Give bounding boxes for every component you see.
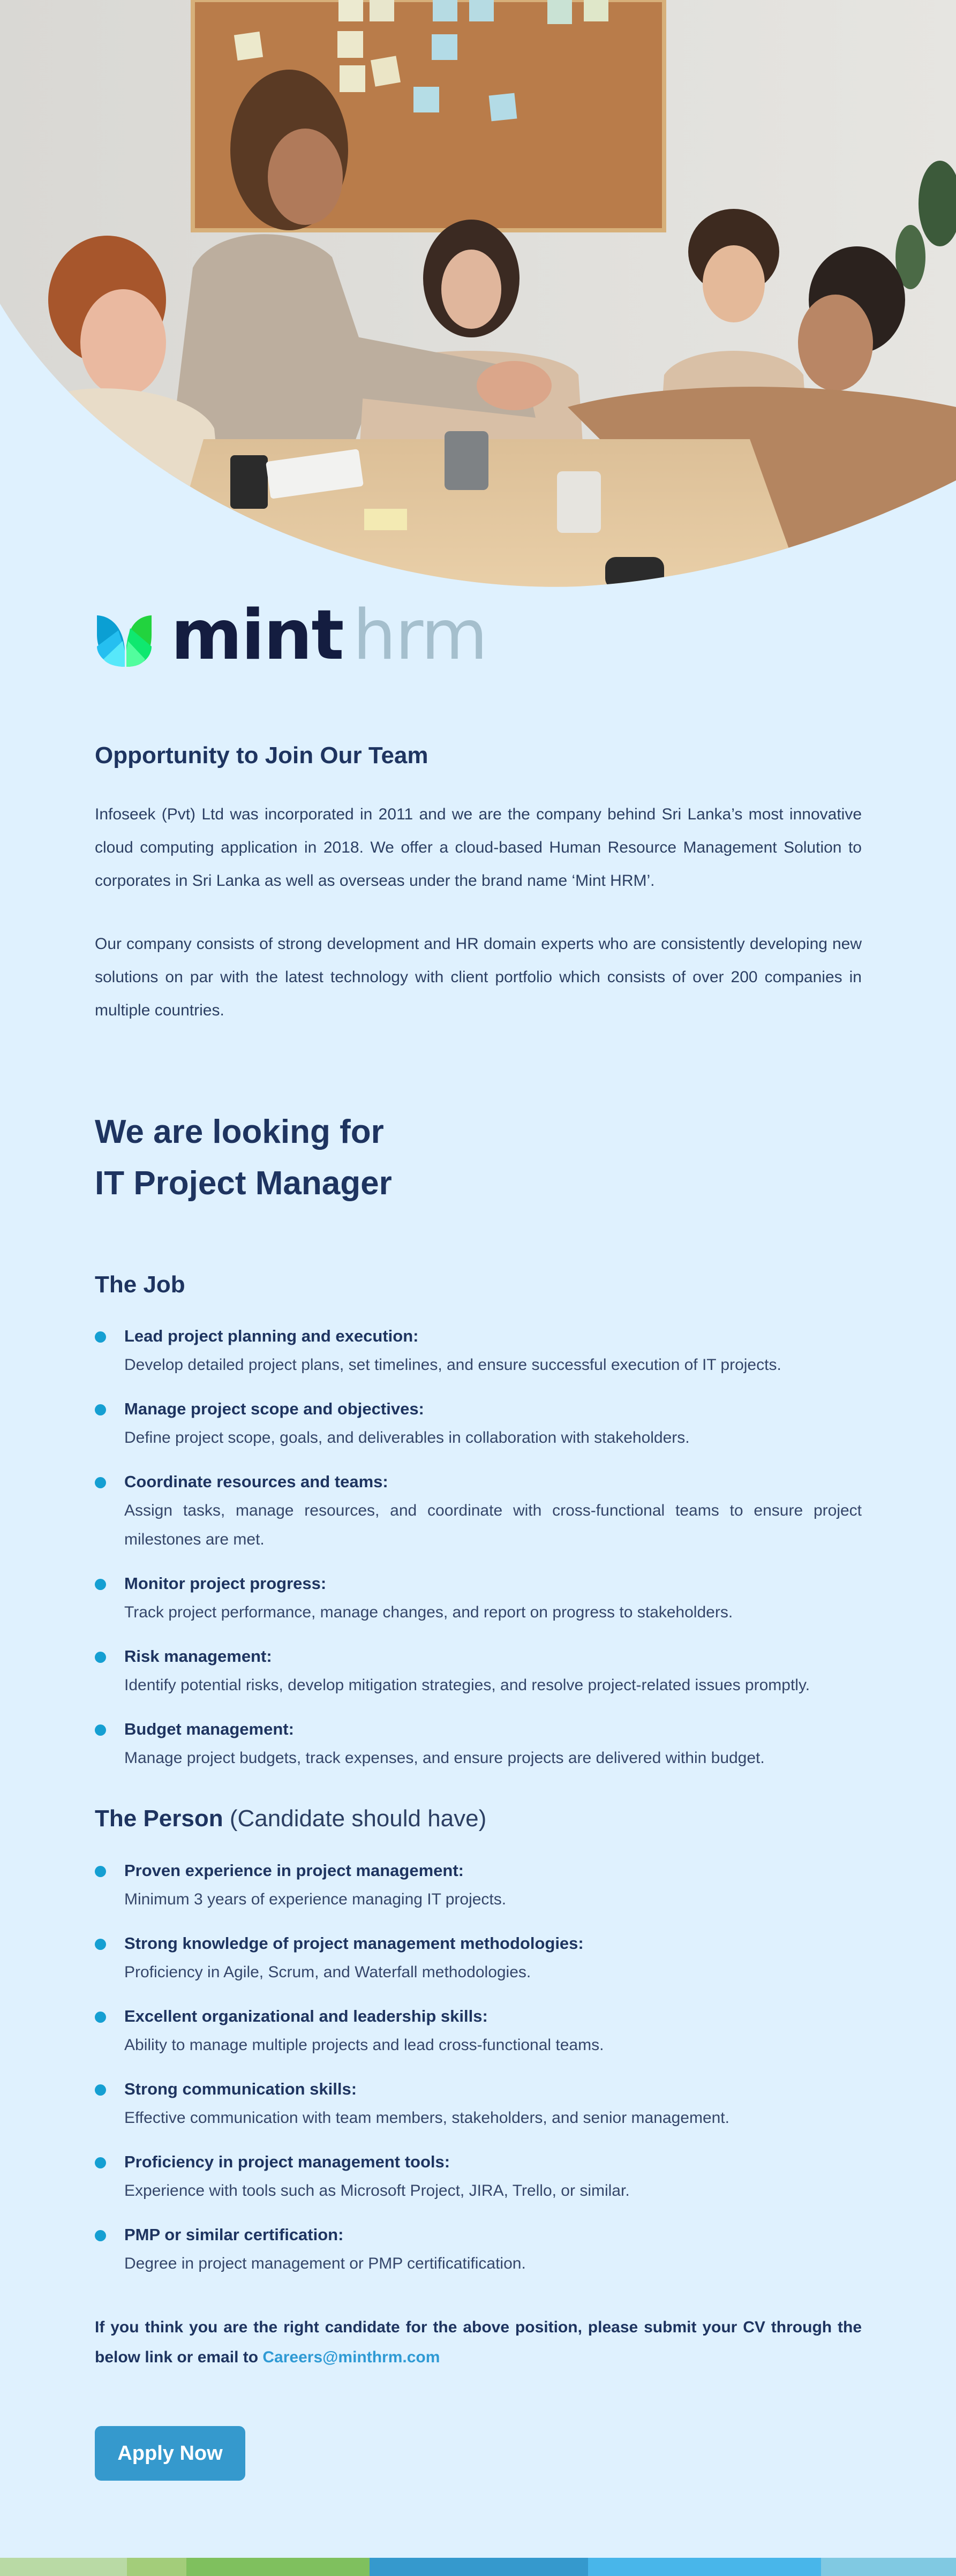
bullet-icon xyxy=(95,1866,106,1877)
list-item xyxy=(95,1856,862,1914)
strip-segment xyxy=(821,2558,956,2576)
bullet-icon xyxy=(95,2230,106,2241)
person-heading-light: (Candidate should have) xyxy=(223,1805,487,1832)
intro-paragraph: Infoseek (Pvt) Ltd was incorporated in 2011 and we are the company behind Sri Lanka’s most innovative cloud computing application in 2018. We offer a cloud-based Human Resource Management Solution to corporates in Sri Lanka as well as overseas under the brand name ‘Mint HRM’. xyxy=(95,805,862,890)
strip-segment xyxy=(370,2558,588,2576)
item-desc: Effective communication with team members, stakeholders, and senior management. xyxy=(124,2109,729,2127)
list-item xyxy=(95,2220,862,2278)
bullet-icon xyxy=(95,1404,106,1415)
item-desc: Experience with tools such as Microsoft Project, JIRA, Trello, or similar. xyxy=(124,2182,630,2200)
bullet-icon xyxy=(95,1652,106,1663)
bullet-icon xyxy=(95,1477,106,1488)
list-item xyxy=(95,1929,862,1987)
strip-segment xyxy=(588,2558,821,2576)
item-title: Excellent organizational and leadership skills: xyxy=(124,2007,488,2025)
footer-color-strip xyxy=(0,2558,956,2576)
bullet-icon xyxy=(95,1579,106,1590)
cta-text xyxy=(95,2313,862,2372)
item-desc: Proficiency in Agile, Scrum, and Waterfall methodologies. xyxy=(124,1963,531,1981)
item-desc: Develop detailed project plans, set timelines, and ensure successful execution of IT projects. xyxy=(124,1356,781,1374)
item-desc: Define project scope, goals, and deliverables in collaboration with stakeholders. xyxy=(124,1429,690,1447)
list-item xyxy=(95,1642,862,1700)
job-section xyxy=(95,1271,862,1299)
list-item xyxy=(95,2002,862,2060)
job-list xyxy=(95,1322,862,1773)
logo-word-mint: mint xyxy=(171,596,343,675)
person-list-wrap xyxy=(95,1856,862,2293)
item-title: Lead project planning and execution: xyxy=(124,1327,419,1345)
item-desc: Identify potential risks, develop mitigation strategies, and resolve project-related issues promptly. xyxy=(124,1676,810,1694)
bullet-icon xyxy=(95,2012,106,2023)
intro-paragraph-2-wrap xyxy=(95,928,862,1027)
logo-wordmark xyxy=(171,596,487,675)
mint-hrm-logo xyxy=(95,596,487,675)
bullet-icon xyxy=(95,1724,106,1736)
leaf-logo-icon xyxy=(95,613,154,667)
item-title: Strong communication skills: xyxy=(124,2080,357,2098)
item-desc: Ability to manage multiple projects and lead cross-functional teams. xyxy=(124,2036,604,2054)
logo-word-hrm: hrm xyxy=(352,596,487,675)
list-item xyxy=(95,1467,862,1554)
item-title: Budget management: xyxy=(124,1720,294,1738)
job-heading: The Job xyxy=(95,1271,185,1298)
intro-paragraph: Our company consists of strong development and HR domain experts who are consistently developing new solutions on par with the latest technology with client portfolio which consists of over 200 companies in multiple countries. xyxy=(95,935,862,1019)
bullet-icon xyxy=(95,1331,106,1343)
bullet-icon xyxy=(95,2157,106,2168)
list-item xyxy=(95,1569,862,1627)
job-list-wrap xyxy=(95,1322,862,1788)
cta-section xyxy=(95,2313,862,2372)
person-list xyxy=(95,1856,862,2278)
hero-image xyxy=(0,0,956,589)
intro-heading: Opportunity to Join Our Team xyxy=(95,742,428,769)
bullet-icon xyxy=(95,2084,106,2096)
bullet-icon xyxy=(95,1939,106,1950)
list-item xyxy=(95,2148,862,2205)
strip-segment xyxy=(127,2558,186,2576)
item-desc: Manage project budgets, track expenses, and ensure projects are delivered within budget. xyxy=(124,1749,765,1767)
item-desc: Assign tasks, manage resources, and coordinate with cross-functional teams to ensure project milestones are met. xyxy=(124,1502,862,1548)
person-heading-bold: The Person xyxy=(95,1805,223,1832)
list-item xyxy=(95,1322,862,1380)
item-desc: Degree in project management or PMP certificatification. xyxy=(124,2255,526,2272)
item-title: Proven experience in project management: xyxy=(124,1861,464,1880)
intro-section xyxy=(95,742,862,770)
list-item xyxy=(95,1715,862,1773)
item-title: Risk management: xyxy=(124,1647,272,1666)
position-title xyxy=(95,1106,862,1209)
item-title: Proficiency in project management tools: xyxy=(124,2152,450,2171)
cta-message: If you think you are the right candidate for the above position, please submit your CV through the below link or email to xyxy=(95,2318,862,2366)
strip-segment xyxy=(186,2558,370,2576)
list-item xyxy=(95,2075,862,2133)
position-title-line-2: IT Project Manager xyxy=(95,1165,392,1202)
hero-photo xyxy=(0,0,956,589)
item-desc: Track project performance, manage changes, and report on progress to stakeholders. xyxy=(124,1603,733,1621)
apply-now-button[interactable]: Apply Now xyxy=(95,2426,245,2481)
careers-email-link[interactable]: Careers@minthrm.com xyxy=(262,2348,440,2366)
item-desc: Minimum 3 years of experience managing IT projects. xyxy=(124,1890,507,1908)
person-heading xyxy=(95,1805,862,1833)
item-title: Monitor project progress: xyxy=(124,1574,327,1593)
item-title: Manage project scope and objectives: xyxy=(124,1399,424,1418)
list-item xyxy=(95,1395,862,1452)
item-title: Coordinate resources and teams: xyxy=(124,1472,388,1491)
intro-paragraph-1-wrap xyxy=(95,798,862,898)
strip-segment xyxy=(0,2558,127,2576)
position-title-line-1: We are looking for xyxy=(95,1113,384,1150)
item-title: Strong knowledge of project management methodologies: xyxy=(124,1934,584,1953)
item-title: PMP or similar certification: xyxy=(124,2225,344,2244)
person-section xyxy=(95,1805,862,1833)
